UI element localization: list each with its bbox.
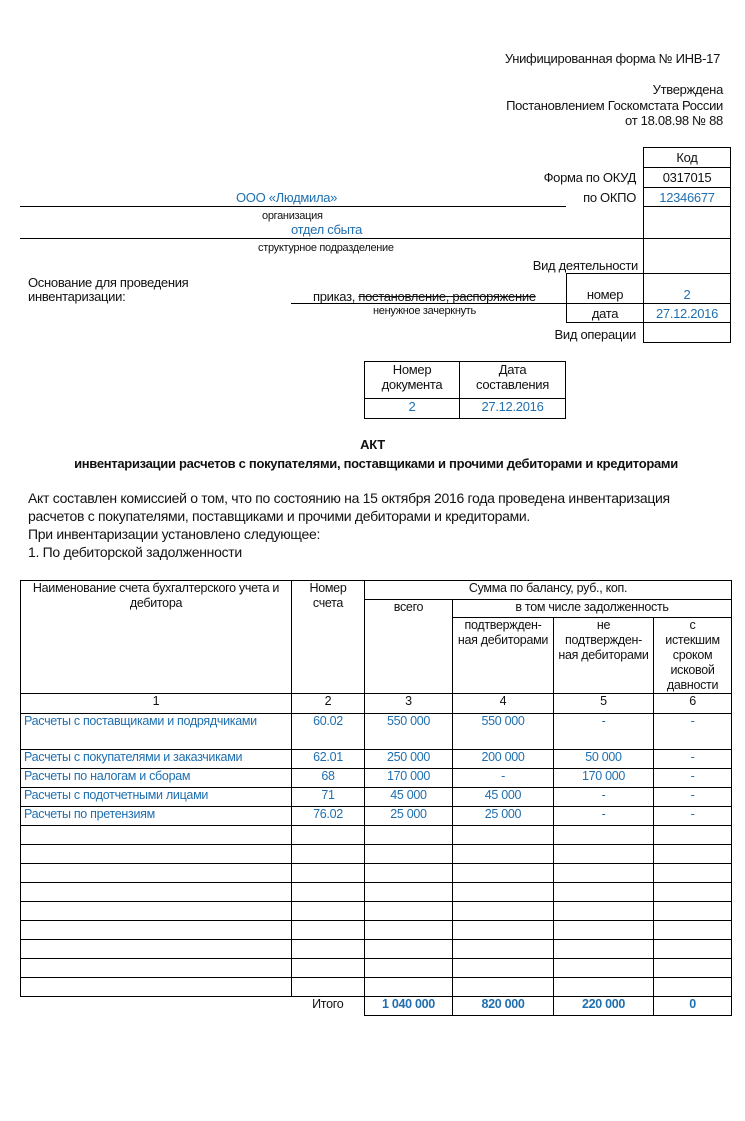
doc-date-value: 27.12.2016 [460,399,566,419]
column-number: 3 [365,694,453,714]
table-cell: - [654,750,732,769]
body-line-4: 1. По дебиторской задолженности [28,544,242,560]
table-cell: 45 000 [365,788,453,807]
division-caption: структурное подразделение [258,242,394,254]
empty-cell [292,826,365,845]
table-row [21,750,732,769]
empty-cell [365,845,453,864]
table-row [21,714,732,750]
column-number: 4 [453,694,554,714]
table-cell: - [654,788,732,807]
total-cell: 1 040 000 [365,997,453,1016]
table-cell: 60.02 [292,714,365,750]
header-expired: с истекшим сроком исковой давности [654,618,732,694]
empty-cell [654,826,732,845]
table-cell: 170 000 [554,769,654,788]
empty-cell [21,921,292,940]
operation-label: Вид операции [554,327,636,342]
code-empty-1 [643,206,731,239]
table-cell: 170 000 [365,769,453,788]
empty-cell [453,864,554,883]
empty-cell [654,864,732,883]
empty-cell [453,826,554,845]
empty-cell [292,921,365,940]
empty-cell [554,864,654,883]
approved-label: Утверждена [652,82,723,97]
empty-cell [453,978,554,997]
empty-cell [21,940,292,959]
header-sum: Сумма по балансу, руб., коп. [365,581,732,600]
basis-struck: постановление, распоряжение [358,289,536,304]
empty-cell [453,902,554,921]
column-number: 1 [21,694,292,714]
table-cell: 68 [292,769,365,788]
empty-cell [554,959,654,978]
empty-row [21,826,732,845]
totals-row [21,997,732,1016]
empty-cell [365,902,453,921]
body-line-3: При инвентаризации установлено следующее: [28,526,321,542]
header-unconfirmed: не подтвержден-ная дебиторами [554,618,654,694]
empty-cell [21,883,292,902]
total-cell: 820 000 [453,997,554,1016]
basis-label-2: инвентаризации: [28,289,126,304]
okud-label: Форма по ОКУД [543,170,636,185]
empty-cell [453,940,554,959]
table-cell: 71 [292,788,365,807]
basis-doc-type [313,289,536,304]
table-row [21,807,732,826]
activity-label: Вид деятельности [532,258,638,273]
empty-cell [654,902,732,921]
empty-cell [21,826,292,845]
body-line-1: Акт составлен комиссией о том, что по состоянию на 15 октября 2016 года проведена инвентаризация [28,490,670,506]
empty-row [21,845,732,864]
column-number: 6 [654,694,732,714]
empty-cell [554,940,654,959]
empty-cell [554,883,654,902]
code-header: Код [643,147,731,168]
empty-row [21,978,732,997]
table-cell: 45 000 [453,788,554,807]
table-cell: - [554,807,654,826]
empty-cell [365,921,453,940]
table-cell: - [554,714,654,750]
empty-cell [292,978,365,997]
table-cell: 550 000 [453,714,554,750]
empty-cell [654,959,732,978]
empty-cell [21,902,292,921]
empty-row [21,902,732,921]
empty-cell [654,940,732,959]
header-incl: в том числе задолженность [453,600,732,618]
organization-line [20,206,566,207]
basis-caption: ненужное зачеркнуть [373,305,476,317]
column-number: 2 [292,694,365,714]
table-cell: Расчеты с подотчетными лицами [21,788,292,807]
table-cell: - [554,788,654,807]
doc-number-value: 2 [365,399,460,419]
empty-cell [453,921,554,940]
table-cell: - [654,714,732,750]
table-cell: - [654,807,732,826]
column-number-row [21,694,732,714]
header-confirmed: подтвержден-ная дебиторами [453,618,554,694]
table-cell: 550 000 [365,714,453,750]
empty-cell [654,978,732,997]
empty-cell [554,845,654,864]
table-cell: 25 000 [365,807,453,826]
division-line [20,238,644,239]
okpo-value: 12346677 [643,187,731,207]
table-cell: Расчеты по претензиям [21,807,292,826]
empty-row [21,864,732,883]
table-cell: Расчеты с поставщиками и подрядчиками [21,714,292,750]
empty-cell [21,978,292,997]
table-cell: - [453,769,554,788]
total-cell: 0 [654,997,732,1016]
table-cell: 50 000 [554,750,654,769]
empty-row [21,921,732,940]
empty-cell [292,940,365,959]
empty-cell [365,978,453,997]
empty-row [21,940,732,959]
empty-cell [365,883,453,902]
empty-cell [292,902,365,921]
act-title: АКТ [360,437,385,452]
empty-cell [453,883,554,902]
division-name: отдел сбыта [291,222,363,237]
empty-cell [554,902,654,921]
table-cell: 76.02 [292,807,365,826]
document-number-table [364,361,566,419]
empty-cell [292,864,365,883]
header-total: всего [365,600,453,694]
empty-cell [453,845,554,864]
column-number: 5 [554,694,654,714]
decree-label: Постановлением Госкомстата России [506,98,723,113]
empty-cell [292,845,365,864]
empty-cell [292,959,365,978]
basis-line [291,303,567,304]
doc-date-header: Дата составления [460,362,566,399]
empty-cell [554,921,654,940]
total-cell: 220 000 [554,997,654,1016]
empty-cell [365,864,453,883]
table-row [21,788,732,807]
okud-value: 0317015 [643,167,731,188]
order-number-value: 2 [643,273,731,304]
table-cell: 25 000 [453,807,554,826]
table-cell: 250 000 [365,750,453,769]
operation-code [643,322,731,343]
table-cell: - [654,769,732,788]
empty-cell [654,883,732,902]
table-cell: 200 000 [453,750,554,769]
header-account: Номер счета [292,581,365,694]
empty-cell [365,959,453,978]
empty-row [21,959,732,978]
empty-cell [21,959,292,978]
order-date-value: 27.12.2016 [643,303,731,323]
empty-row [21,883,732,902]
empty-cell [365,826,453,845]
decree-date: от 18.08.98 № 88 [625,113,723,128]
empty-cell [554,978,654,997]
empty-cell [654,921,732,940]
header-name: Наименование счета бухгалтерского учета и дебитора [21,581,292,694]
organization-caption: организация [262,210,323,222]
basis-label-1: Основание для проведения [28,275,189,290]
basis-kept: приказ, [313,289,359,304]
order-date-label: дата [566,303,644,323]
empty-cell [21,864,292,883]
totals-label: Итого [292,997,365,1016]
doc-number-header: Номер документа [365,362,460,399]
body-line-2: расчетов с покупателями, поставщиками и прочими дебиторами и кредиторами. [28,508,531,524]
activity-code [643,238,731,274]
organization-name: ООО «Людмила» [236,190,338,205]
receivables-table [20,580,732,1016]
empty-cell [365,940,453,959]
empty-cell [654,845,732,864]
empty-cell [292,883,365,902]
act-subtitle: инвентаризации расчетов с покупателями, поставщиками и прочими дебиторами и кредиторами [74,456,678,471]
form-name: Унифицированная форма № ИНВ-17 [504,51,720,66]
empty-cell [453,959,554,978]
totals-spacer [21,997,292,1016]
table-row [21,769,732,788]
table-cell: 62.01 [292,750,365,769]
table-cell: Расчеты по налогам и сборам [21,769,292,788]
empty-cell [554,826,654,845]
table-cell: Расчеты с покупателями и заказчиками [21,750,292,769]
empty-cell [21,845,292,864]
order-number-label: номер [566,273,644,304]
okpo-label: по ОКПО [583,190,636,205]
